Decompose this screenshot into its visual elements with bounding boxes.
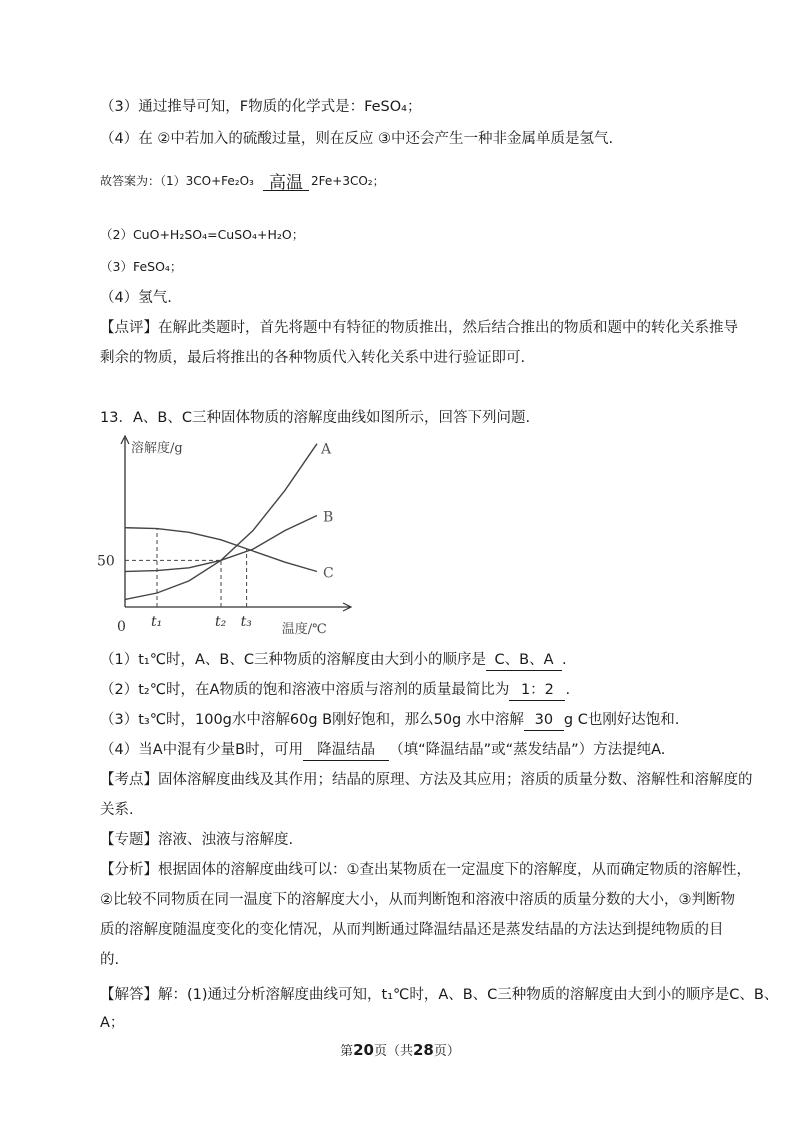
x-tick-label-t2: t₂ [215, 614, 227, 630]
q3-answer: 30 [524, 710, 564, 731]
q13-part-2 [100, 680, 570, 701]
q13-part-3 [100, 710, 679, 731]
question-13-stem: 13．A、B、C三种固体物质的溶解度曲线如图所示，回答下列问题. [100, 410, 531, 426]
answer-tail: 2Fe+3CO₂； [311, 174, 385, 188]
answer-2: （2）CuO+H₂SO₄=CuSO₄+H₂O； [100, 227, 305, 242]
q13-part-4 [100, 740, 665, 761]
page-number: 20 [353, 1041, 374, 1059]
q4-answer: 降温结晶 [303, 740, 389, 761]
y-axis-label: 溶解度/g [131, 441, 183, 456]
answer-lead: 故答案为：（1）3CO+Fe₂O₃ [100, 174, 254, 188]
jieda-line-2: A； [100, 1015, 125, 1031]
reaction-condition: 高温 [263, 168, 309, 191]
answer-equation-1 [100, 172, 385, 193]
q2-end: . [565, 682, 571, 698]
page-footer [0, 1040, 800, 1059]
solution-item-3: （3）通过推导可知，F物质的化学式是：FeSO₄； [100, 99, 422, 115]
fenxi-line-3: 质的溶解度随温度变化的变化情况，从而判断通过降温结晶还是蒸发结晶的方法达到提纯物质的目 [100, 922, 724, 938]
origin-label: 0 [117, 619, 126, 635]
answer-4: （4）氢气. [100, 290, 172, 306]
kaodian-line-1: 【考点】固体溶解度曲线及其作用；结晶的原理、方法及其应用；溶质的质量分数、溶解性和溶解度的 [100, 772, 753, 788]
x-tick-label-t1: t₁ [151, 614, 163, 630]
x-tick-label-t3: t₃ [240, 614, 252, 630]
q1-end: . [562, 652, 567, 668]
footer-post: 页） [433, 1044, 460, 1059]
comment-line-1: 【点评】在解此类题时，首先将题中有特征的物质推出，然后结合推出的物质和题中的转化关系推导 [100, 320, 738, 336]
solubility-chart [95, 430, 360, 640]
q4-end: （填“降温结晶”或“蒸发结晶”）方法提纯A. [389, 742, 666, 758]
x-axis-label: 温度/℃ [281, 622, 327, 637]
y-tick-label-50: 50 [97, 553, 115, 570]
series-label-A: A [321, 441, 332, 458]
q4-text: （4）当A中混有少量B时，可用 [100, 742, 304, 758]
q13-part-1 [100, 650, 567, 671]
footer-pre: 第 [340, 1044, 354, 1059]
fenxi-line-4: 的. [100, 952, 120, 968]
footer-mid: 页（共 [373, 1044, 413, 1059]
q2-answer: 1：2 [509, 680, 565, 701]
series-label-C: C [323, 565, 334, 582]
fenxi-line-1: 【分析】根据固体的溶解度曲线可以：①查出某物质在一定温度下的溶解度，从而确定物质的溶解性， [100, 862, 751, 878]
jieda-line-1: 【解答】解：(1)通过分析溶解度曲线可知，t₁℃时，A、B、C三种物质的溶解度由大到小的顺序是C、B、 [100, 987, 779, 1003]
fenxi-line-2: ②比较不同物质在同一温度下的溶解度大小，从而判断饱和溶液中溶质的质量分数的大小，③判断物 [100, 892, 735, 908]
q2-text: （2）t₂℃时，在A物质的饱和溶液中溶质与溶剂的质量最简比为 [100, 682, 510, 698]
zhuanti: 【专题】溶液、浊液与溶解度. [100, 832, 294, 848]
q1-text: （1）t₁℃时，A、B、C三种物质的溶解度由大到小的顺序是 [100, 652, 486, 668]
q1-answer: C、B、A [486, 650, 562, 671]
series-label-B: B [323, 509, 334, 526]
q3-end: g C也刚好达饱和. [563, 712, 680, 728]
comment-line-2: 剩余的物质，最后将推出的各种物质代入转化关系中进行验证即可. [100, 350, 526, 366]
solution-item-4: （4）在 ②中若加入的硫酸过量，则在反应 ③中还会产生一种非金属单质是氢气. [100, 131, 614, 147]
page-total: 28 [413, 1041, 434, 1059]
answer-3: （3）FeSO₄； [100, 259, 183, 274]
kaodian-line-2: 关系. [100, 802, 134, 818]
q3-text: （3）t₃℃时，100g水中溶解60g B刚好饱和，那么50g 水中溶解 [100, 712, 524, 728]
